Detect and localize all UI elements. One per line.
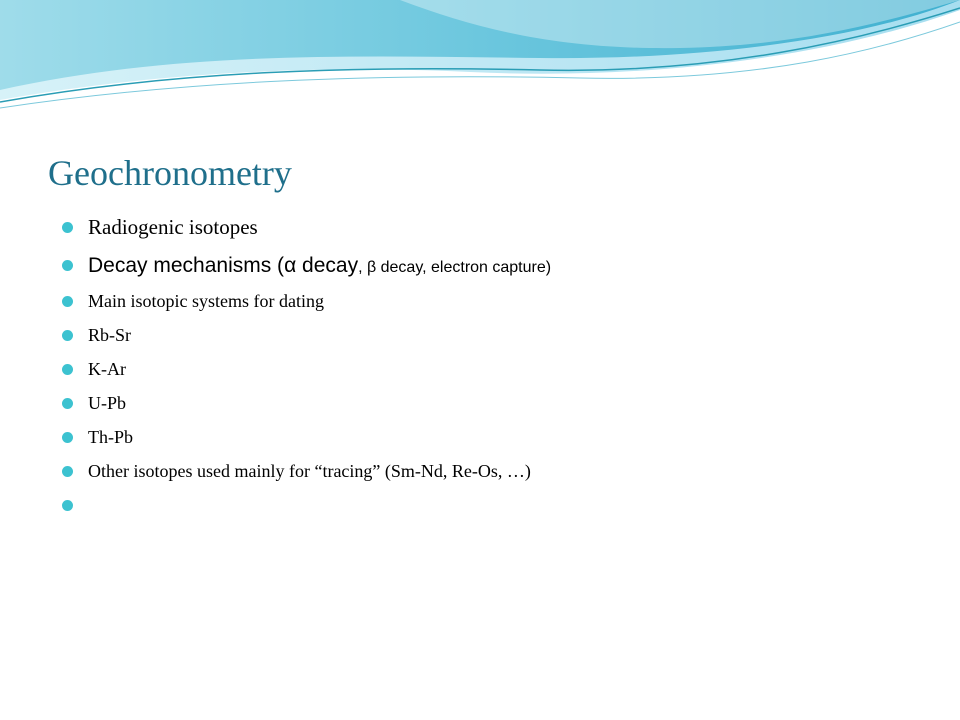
bullet-text: Radiogenic isotopes: [88, 215, 258, 239]
bullet-rb-sr: [62, 318, 551, 352]
bullet-text-alpha: α decay: [284, 254, 359, 277]
slide-title: Geochronometry: [48, 153, 292, 193]
bullet-text-rest: , β decay, electron capture): [358, 259, 552, 276]
bullet-decay-mechanisms: [62, 246, 551, 284]
bullet-k-ar: [62, 352, 551, 386]
bullet-text-prefix: Decay mechanisms (: [88, 254, 285, 277]
bullet-text: Other isotopes used mainly for “tracing” (Sm-Nd, Re-Os, …): [88, 461, 531, 481]
bullet-text: Main isotopic systems for dating: [88, 291, 324, 311]
bullet-list: [62, 208, 551, 522]
bullet-empty: [62, 488, 551, 522]
bullet-radiogenic-isotopes: [62, 208, 551, 246]
header-wave-decoration: [0, 0, 960, 120]
bullet-text: Th-Pb: [88, 427, 133, 447]
bullet-u-pb: [62, 386, 551, 420]
bullet-text: U-Pb: [88, 393, 127, 413]
bullet-other-isotopes: [62, 454, 551, 488]
bullet-text: Rb-Sr: [88, 325, 132, 345]
bullet-text: K-Ar: [88, 359, 126, 379]
bullet-th-pb: [62, 420, 551, 454]
bullet-main-isotopic-systems: [62, 284, 551, 318]
